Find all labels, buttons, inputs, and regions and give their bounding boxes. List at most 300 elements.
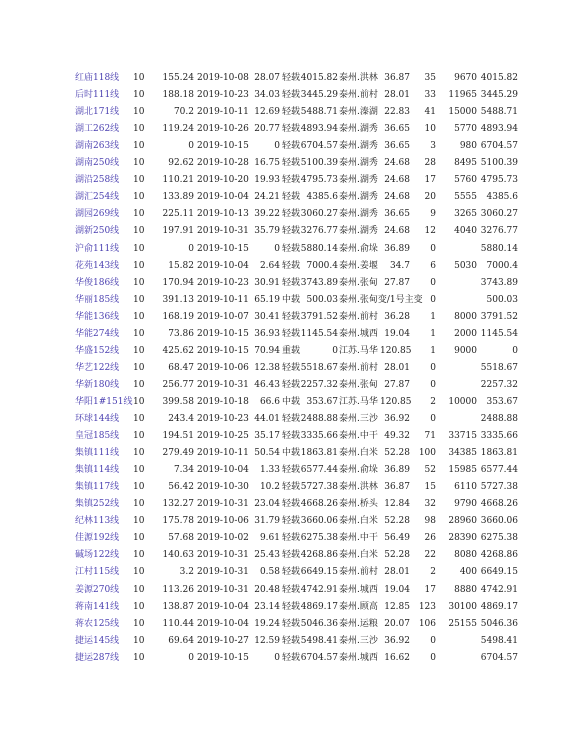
- total-capacity-cell: 6275.38: [480, 533, 518, 544]
- user-count-cell: 22: [424, 550, 436, 561]
- table-row: [0, 530, 580, 547]
- length-value-cell: 113.26: [162, 584, 194, 595]
- table-row: [0, 582, 580, 599]
- record-date-cell: 2019-10-06: [197, 362, 249, 373]
- voltage-level-cell: 10: [133, 192, 145, 203]
- record-date-cell: 2019-10-15: [197, 345, 249, 356]
- record-date-cell: 2019-10-11: [197, 294, 249, 305]
- voltage-value-cell: 36.87: [384, 73, 410, 83]
- substation-cell: 泰州.桥头: [339, 499, 378, 510]
- length-value-cell: 3.2: [179, 567, 194, 578]
- table-row: [0, 496, 580, 513]
- user-count-cell: 3: [430, 141, 436, 152]
- voltage-level-cell: 10: [133, 567, 145, 578]
- voltage-value-cell: 36.65: [384, 141, 410, 152]
- line-name-cell: 湖园269线: [75, 209, 120, 220]
- load-rate-cell: 12.38: [254, 362, 280, 373]
- substation-cell: 江苏.马华: [339, 396, 378, 407]
- load-rate-cell: 2.64: [259, 260, 280, 271]
- substation-cell: 泰州.姜堰: [339, 260, 378, 271]
- capacity-cell: 4742.91: [300, 584, 338, 595]
- total-capacity-cell: 6649.15: [480, 567, 518, 578]
- voltage-value-cell: 36.87: [384, 482, 410, 493]
- capacity-cell: 5727.38: [300, 482, 338, 493]
- user-count-cell: 52: [424, 465, 436, 476]
- capacity-cell: 4893.94: [300, 124, 338, 135]
- line-name-cell: 华丽185线: [75, 294, 120, 305]
- voltage-value-cell: 27.87: [384, 277, 410, 288]
- load-level-cell: 轻载: [282, 533, 301, 544]
- capacity-cell: 3445.29: [300, 90, 338, 101]
- record-date-cell: 2019-10-27: [197, 635, 249, 646]
- table-row: [0, 428, 580, 445]
- substation-cell: 泰州.三沙: [339, 414, 378, 424]
- length-value-cell: 110.44: [162, 618, 194, 629]
- length-value-cell: 92.62: [168, 158, 194, 169]
- load-level-cell: 轻载: [282, 652, 301, 663]
- substation-cell: 泰州.湖秀: [339, 209, 378, 220]
- capacity-cell: 6275.38: [300, 533, 338, 544]
- line-name-cell: 湖新250线: [75, 226, 120, 237]
- line-name-cell: 华新180线: [75, 379, 120, 390]
- substation-cell: 泰州.张甸变/1号主变: [339, 294, 423, 305]
- load-rate-cell: 0: [274, 652, 280, 663]
- total-capacity-cell: 3743.89: [480, 277, 518, 288]
- amount-cell: 8880: [454, 584, 477, 595]
- voltage-value-cell: 22.83: [384, 107, 410, 118]
- record-date-cell: 2019-10-06: [197, 516, 249, 527]
- voltage-level-cell: 10: [133, 379, 145, 390]
- user-count-cell: 0: [430, 243, 436, 254]
- table-row: [0, 513, 580, 530]
- total-capacity-cell: 5880.14: [480, 243, 518, 254]
- line-name-cell: 华能274线: [75, 328, 120, 339]
- load-level-cell: 轻载: [282, 226, 301, 237]
- load-rate-cell: 12.59: [254, 635, 280, 646]
- load-level-cell: 重载: [282, 345, 301, 356]
- substation-cell: 泰州.三沙: [339, 635, 378, 646]
- capacity-cell: 2488.88: [300, 414, 338, 424]
- load-rate-cell: 30.91: [254, 277, 280, 288]
- line-name-cell: 集镇252线: [75, 499, 120, 510]
- line-name-cell: 华俊186线: [75, 277, 120, 288]
- substation-cell: 泰州.前村: [339, 90, 378, 101]
- substation-cell: 泰州.中干: [339, 431, 378, 442]
- length-value-cell: 170.94: [162, 277, 194, 288]
- line-name-cell: 红庙118线: [75, 73, 120, 83]
- substation-cell: 泰州.湖秀: [339, 226, 378, 237]
- voltage-value-cell: 36.28: [384, 311, 410, 322]
- load-rate-cell: 23.14: [254, 601, 280, 612]
- capacity-cell: 7000.4: [306, 260, 338, 271]
- load-rate-cell: 0: [274, 243, 280, 254]
- substation-cell: 泰州.张甸: [339, 379, 378, 390]
- load-level-cell: 中载: [282, 448, 301, 459]
- length-value-cell: 225.11: [162, 209, 194, 220]
- substation-cell: 泰州.前村: [339, 311, 378, 322]
- voltage-value-cell: 24.68: [384, 192, 410, 203]
- length-value-cell: 279.49: [162, 448, 194, 459]
- capacity-cell: 0: [332, 345, 338, 356]
- record-date-cell: 2019-10-23: [197, 90, 249, 101]
- load-rate-cell: 19.24: [254, 618, 280, 629]
- load-level-cell: 轻载: [282, 192, 301, 203]
- load-level-cell: 轻载: [282, 141, 301, 152]
- total-capacity-cell: 3060.27: [480, 209, 518, 220]
- capacity-cell: 4015.82: [300, 73, 338, 83]
- table-row: [0, 104, 580, 121]
- line-name-cell: 湖北171线: [75, 107, 120, 118]
- load-rate-cell: 16.75: [254, 158, 280, 169]
- table-row: [0, 275, 580, 292]
- line-name-cell: 湖工262线: [75, 124, 120, 135]
- record-date-cell: 2019-10-04: [197, 192, 249, 203]
- load-rate-cell: 28.07: [254, 73, 280, 83]
- load-rate-cell: 44.01: [254, 414, 280, 424]
- line-name-cell: 江村115线: [75, 567, 120, 578]
- record-date-cell: 2019-10-11: [197, 448, 249, 459]
- substation-cell: 江苏.马华: [339, 345, 378, 356]
- load-level-cell: 轻载: [282, 499, 301, 510]
- voltage-value-cell: 120.85: [380, 345, 412, 356]
- substation-cell: 泰州.洪林: [339, 73, 378, 83]
- voltage-level-cell: 10: [133, 516, 145, 527]
- length-value-cell: 0: [188, 141, 194, 152]
- user-count-cell: 35: [424, 73, 436, 83]
- voltage-level-cell: 10: [133, 635, 145, 646]
- amount-cell: 9670: [454, 73, 477, 83]
- total-capacity-cell: 6577.44: [480, 465, 518, 476]
- substation-cell: 泰州.白米: [339, 550, 378, 561]
- line-name-cell: 湖沿258线: [75, 175, 120, 186]
- amount-cell: 2000: [454, 328, 477, 339]
- load-level-cell: 轻载: [282, 328, 301, 339]
- load-rate-cell: 19.93: [254, 175, 280, 186]
- table-row: [0, 206, 580, 223]
- substation-cell: 泰州.白米: [339, 516, 378, 527]
- amount-cell: 34385: [448, 448, 477, 459]
- voltage-value-cell: 12.84: [384, 499, 410, 510]
- total-capacity-cell: 5100.39: [480, 158, 518, 169]
- line-name-cell: 碱场122线: [75, 550, 120, 561]
- voltage-value-cell: 36.89: [384, 465, 410, 476]
- total-capacity-cell: 1145.54: [480, 328, 518, 339]
- voltage-value-cell: 12.85: [384, 601, 410, 612]
- load-rate-cell: 23.04: [254, 499, 280, 510]
- line-name-cell: 华阳1#151线: [75, 396, 133, 407]
- table-row: [0, 343, 580, 360]
- voltage-value-cell: 28.01: [384, 90, 410, 101]
- total-capacity-cell: 4668.26: [480, 499, 518, 510]
- load-rate-cell: 20.77: [254, 124, 280, 135]
- amount-cell: 5030: [454, 260, 477, 271]
- load-rate-cell: 24.21: [254, 192, 280, 203]
- load-level-cell: 轻载: [282, 73, 301, 83]
- substation-cell: 泰州.俞垛: [339, 243, 378, 254]
- voltage-value-cell: 16.62: [384, 652, 410, 663]
- user-count-cell: 6: [430, 260, 436, 271]
- voltage-value-cell: 36.92: [384, 414, 410, 424]
- record-date-cell: 2019-10-26: [197, 124, 249, 135]
- length-value-cell: 425.62: [162, 345, 194, 356]
- substation-cell: 泰州.溱湖: [339, 107, 378, 118]
- table-row: [0, 121, 580, 138]
- voltage-value-cell: 56.49: [384, 533, 410, 544]
- total-capacity-cell: 3276.77: [480, 226, 518, 237]
- voltage-value-cell: 36.65: [384, 124, 410, 135]
- capacity-cell: 4385.6: [306, 192, 338, 203]
- load-level-cell: 轻载: [282, 618, 301, 629]
- load-rate-cell: 35.79: [254, 226, 280, 237]
- amount-cell: 5555: [454, 192, 477, 203]
- length-value-cell: 57.68: [168, 533, 194, 544]
- voltage-value-cell: 120.85: [380, 396, 412, 407]
- table-row: [0, 258, 580, 275]
- table-row: [0, 564, 580, 581]
- record-date-cell: 2019-10-02: [197, 533, 249, 544]
- user-count-cell: 123: [418, 601, 436, 612]
- total-capacity-cell: 5488.71: [480, 107, 518, 118]
- voltage-level-cell: 10: [133, 396, 145, 407]
- load-rate-cell: 25.43: [254, 550, 280, 561]
- voltage-level-cell: 10: [133, 345, 145, 356]
- record-date-cell: 2019-10-04: [197, 465, 249, 476]
- table-row: [0, 326, 580, 343]
- voltage-level-cell: 10: [133, 431, 145, 442]
- line-name-cell: 沪俞111线: [75, 243, 120, 254]
- table-row: [0, 70, 580, 87]
- user-count-cell: 100: [418, 448, 436, 459]
- load-level-cell: 轻载: [282, 414, 301, 424]
- total-capacity-cell: 4869.17: [480, 601, 518, 612]
- table-row: [0, 155, 580, 172]
- amount-cell: 980: [459, 141, 477, 152]
- amount-cell: 8080: [454, 550, 477, 561]
- voltage-level-cell: 10: [133, 294, 145, 305]
- total-capacity-cell: 1863.81: [480, 448, 518, 459]
- load-rate-cell: 12.69: [254, 107, 280, 118]
- user-count-cell: 0: [430, 414, 436, 424]
- total-capacity-cell: 4268.86: [480, 550, 518, 561]
- voltage-level-cell: 10: [133, 90, 145, 101]
- user-count-cell: 0: [430, 277, 436, 288]
- load-rate-cell: 70.94: [254, 345, 280, 356]
- load-rate-cell: 30.41: [254, 311, 280, 322]
- table-row: [0, 377, 580, 394]
- substation-cell: 泰州.洪林: [339, 482, 378, 493]
- user-count-cell: 15: [424, 482, 436, 493]
- table-row: [0, 445, 580, 462]
- record-date-cell: 2019-10-31: [197, 567, 249, 578]
- record-date-cell: 2019-10-23: [197, 414, 249, 424]
- amount-cell: 28390: [448, 533, 477, 544]
- capacity-cell: 5100.39: [300, 158, 338, 169]
- capacity-cell: 3276.77: [300, 226, 338, 237]
- voltage-value-cell: 20.07: [384, 618, 410, 629]
- capacity-cell: 6649.15: [300, 567, 338, 578]
- user-count-cell: 1: [430, 345, 436, 356]
- voltage-level-cell: 10: [133, 124, 145, 135]
- length-value-cell: 15.82: [168, 260, 194, 271]
- capacity-cell: 3791.52: [300, 311, 338, 322]
- line-name-cell: 捷运145线: [75, 635, 120, 646]
- substation-cell: 泰州.湖秀: [339, 158, 378, 169]
- total-capacity-cell: 353.67: [486, 396, 518, 407]
- length-value-cell: 7.34: [173, 465, 194, 476]
- voltage-level-cell: 10: [133, 107, 145, 118]
- length-value-cell: 69.64: [168, 635, 194, 646]
- voltage-value-cell: 24.68: [384, 158, 410, 169]
- record-date-cell: 2019-10-31: [197, 584, 249, 595]
- record-date-cell: 2019-10-04: [197, 260, 249, 271]
- capacity-cell: 4268.86: [300, 550, 338, 561]
- table-row: [0, 138, 580, 155]
- amount-cell: 10000: [448, 396, 477, 407]
- record-date-cell: 2019-10-23: [197, 277, 249, 288]
- table-row: [0, 547, 580, 564]
- table-row: [0, 360, 580, 377]
- amount-cell: 33715: [448, 431, 477, 442]
- line-name-cell: 后时111线: [75, 90, 120, 101]
- table-row: [0, 87, 580, 104]
- load-level-cell: 轻载: [282, 516, 301, 527]
- length-value-cell: 73.86: [168, 328, 194, 339]
- length-value-cell: 194.51: [162, 431, 194, 442]
- user-count-cell: 0: [430, 362, 436, 373]
- voltage-value-cell: 36.92: [384, 635, 410, 646]
- record-date-cell: 2019-10-15: [197, 141, 249, 152]
- line-name-cell: 佳源192线: [75, 533, 120, 544]
- amount-cell: 28960: [448, 516, 477, 527]
- voltage-value-cell: 28.01: [384, 362, 410, 373]
- load-rate-cell: 46.43: [254, 379, 280, 390]
- amount-cell: 15000: [448, 107, 477, 118]
- user-count-cell: 98: [424, 516, 436, 527]
- substation-cell: 泰州.城西: [339, 652, 378, 663]
- record-date-cell: 2019-10-04: [197, 618, 249, 629]
- length-value-cell: 119.24: [162, 124, 194, 135]
- length-value-cell: 399.58: [162, 396, 194, 407]
- table-row: [0, 292, 580, 309]
- capacity-cell: 5498.41: [300, 635, 338, 646]
- substation-cell: 泰州.湖秀: [339, 124, 378, 135]
- total-capacity-cell: 6704.57: [480, 141, 518, 152]
- table-row: [0, 411, 580, 428]
- capacity-cell: 2257.32: [300, 379, 338, 390]
- table-row: [0, 479, 580, 496]
- voltage-value-cell: 19.04: [384, 328, 410, 339]
- load-level-cell: 轻载: [282, 431, 301, 442]
- capacity-cell: 6577.44: [300, 465, 338, 476]
- capacity-cell: 500.03: [306, 294, 338, 305]
- voltage-level-cell: 10: [133, 73, 145, 83]
- load-level-cell: 轻载: [282, 90, 301, 101]
- capacity-cell: 353.67: [306, 396, 338, 407]
- substation-cell: 泰州.湖秀: [339, 141, 378, 152]
- load-level-cell: 轻载: [282, 601, 301, 612]
- total-capacity-cell: 5046.36: [480, 618, 518, 629]
- user-count-cell: 12: [424, 226, 436, 237]
- length-value-cell: 68.47: [168, 362, 194, 373]
- record-date-cell: 2019-10-15: [197, 243, 249, 254]
- voltage-level-cell: 10: [133, 584, 145, 595]
- amount-cell: 11965: [448, 90, 477, 101]
- voltage-level-cell: 10: [133, 499, 145, 510]
- line-name-cell: 集镇114线: [75, 465, 120, 476]
- line-name-cell: 环球144线: [75, 414, 120, 424]
- length-value-cell: 56.42: [168, 482, 194, 493]
- total-capacity-cell: 4893.94: [480, 124, 518, 135]
- amount-cell: 15985: [448, 465, 477, 476]
- line-name-cell: 捷运287线: [75, 652, 120, 663]
- load-level-cell: 轻载: [282, 107, 301, 118]
- user-count-cell: 9: [430, 209, 436, 220]
- voltage-level-cell: 10: [133, 533, 145, 544]
- load-rate-cell: 31.79: [254, 516, 280, 527]
- load-level-cell: 中载: [282, 294, 301, 305]
- capacity-cell: 5880.14: [300, 243, 338, 254]
- voltage-level-cell: 10: [133, 550, 145, 561]
- voltage-level-cell: 10: [133, 175, 145, 186]
- user-count-cell: 2: [430, 396, 436, 407]
- user-count-cell: 106: [418, 618, 436, 629]
- user-count-cell: 33: [424, 90, 436, 101]
- total-capacity-cell: 5498.41: [480, 635, 518, 646]
- capacity-cell: 1145.54: [300, 328, 338, 339]
- voltage-level-cell: 10: [133, 226, 145, 237]
- voltage-level-cell: 10: [133, 482, 145, 493]
- capacity-cell: 5518.67: [300, 362, 338, 373]
- voltage-value-cell: 52.28: [384, 448, 410, 459]
- capacity-cell: 4668.26: [300, 499, 338, 510]
- user-count-cell: 0: [430, 294, 436, 305]
- load-level-cell: 轻载: [282, 567, 301, 578]
- load-level-cell: 轻载: [282, 260, 301, 271]
- capacity-cell: 6704.57: [300, 652, 338, 663]
- table-row: [0, 633, 580, 650]
- voltage-level-cell: 10: [133, 465, 145, 476]
- substation-cell: 泰州.前村: [339, 362, 378, 373]
- record-date-cell: 2019-10-31: [197, 379, 249, 390]
- substation-cell: 泰州.俞垛: [339, 465, 378, 476]
- user-count-cell: 26: [424, 533, 436, 544]
- load-rate-cell: 9.61: [259, 533, 280, 544]
- substation-cell: 泰州.顾高: [339, 601, 378, 612]
- total-capacity-cell: 3445.29: [480, 90, 518, 101]
- user-count-cell: 28: [424, 158, 436, 169]
- amount-cell: 25155: [448, 618, 477, 629]
- line-name-cell: 集镇111线: [75, 448, 120, 459]
- substation-cell: 泰州.运粮: [339, 618, 378, 629]
- line-name-cell: 蒋农125线: [75, 618, 120, 629]
- voltage-value-cell: 28.01: [384, 567, 410, 578]
- voltage-value-cell: 52.28: [384, 550, 410, 561]
- amount-cell: 3265: [454, 209, 477, 220]
- record-date-cell: 2019-10-18: [197, 396, 249, 407]
- line-name-cell: 集镇117线: [75, 482, 120, 493]
- capacity-cell: 3660.06: [300, 516, 338, 527]
- total-capacity-cell: 5518.67: [480, 362, 518, 373]
- table-row: [0, 172, 580, 189]
- capacity-cell: 3743.89: [300, 277, 338, 288]
- substation-cell: 泰州.湖秀: [339, 192, 378, 203]
- capacity-cell: 4869.17: [300, 601, 338, 612]
- voltage-level-cell: 10: [133, 260, 145, 271]
- length-value-cell: 0: [188, 652, 194, 663]
- total-capacity-cell: 500.03: [486, 294, 518, 305]
- load-level-cell: 轻载: [282, 124, 301, 135]
- length-value-cell: 110.21: [162, 175, 194, 186]
